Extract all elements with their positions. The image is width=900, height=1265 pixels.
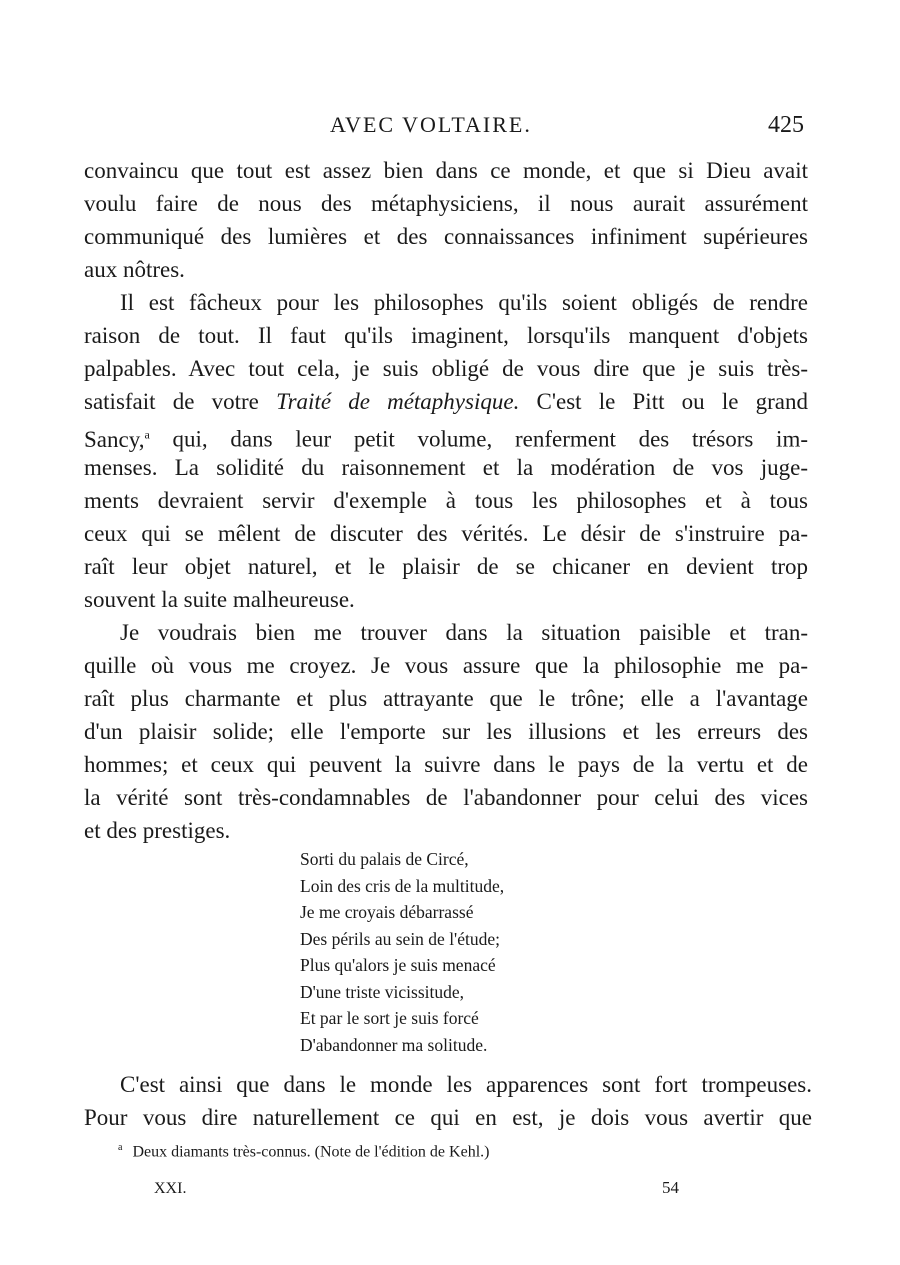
text-line: Pour vous dire naturellement ce qui en est, je dois vous avertir que xyxy=(84,1105,812,1130)
footnote xyxy=(118,1142,489,1161)
text-segment: qui, dans leur petit volume, renferment des trésors im- xyxy=(172,426,808,452)
running-head xyxy=(0,112,900,146)
text-line: raît plus charmante et plus attrayante que le trône; elle a l'avantage xyxy=(84,686,808,711)
footnote-reference: a xyxy=(144,427,150,441)
page-number: 425 xyxy=(768,112,804,138)
text-line: et des prestiges. xyxy=(84,818,231,843)
text-line: Il est fâcheux pour les philosophes qu'ils soient obligés de rendre xyxy=(120,290,808,315)
text-line: menses. La solidité du raisonnement et la modération de vos juge- xyxy=(84,455,808,480)
body-text xyxy=(84,154,808,847)
text-line: aux nôtres. xyxy=(84,257,185,282)
text-line xyxy=(84,418,808,451)
text-segment: satisfait de votre xyxy=(84,389,259,414)
body-text-continued xyxy=(84,1068,812,1134)
verse-line: Des périls au sein de l'étude; xyxy=(300,928,500,949)
text-line: ceux qui se mêlent de discuter des vérités. Le désir de s'instruire pa- xyxy=(84,521,808,546)
verse-line: Et par le sort je suis forcé xyxy=(300,1008,479,1028)
text-line: d'un plaisir solide; elle l'emporte sur les illusions et les erreurs des xyxy=(84,719,808,744)
text-line: raison de tout. Il faut qu'ils imaginent, lorsqu'ils manquent d'objets xyxy=(84,323,808,348)
text-segment: C'est le Pitt ou le grand xyxy=(536,389,809,414)
text-line: Je voudrais bien me trouver dans la situation paisible et tran- xyxy=(120,620,808,645)
text-line: raît leur objet naturel, et le plaisir de se chicaner en devient trop xyxy=(84,554,808,579)
text-line: ments devraient servir d'exemple à tous les philosophes et à tous xyxy=(84,488,808,513)
verse-line: Sorti du palais de Circé, xyxy=(300,849,469,869)
printer-signature: XXI. xyxy=(154,1180,187,1197)
text-line: hommes; et ceux qui peuvent la suivre dans le pays de la vertu et de xyxy=(84,752,808,777)
verse-stanza xyxy=(300,846,600,1058)
verse-line: Plus qu'alors je suis menacé xyxy=(300,955,496,975)
text-line xyxy=(84,385,808,418)
text-line: communiqué des lumières et des connaissances infiniment supérieures xyxy=(84,224,808,249)
running-title: AVEC VOLTAIRE. xyxy=(330,112,532,137)
text-segment: Sancy, xyxy=(84,426,145,452)
text-line: souvent la suite malheureuse. xyxy=(84,587,355,612)
text-line: C'est ainsi que dans le monde les apparences sont fort trompeuses. xyxy=(120,1072,812,1097)
text-line: voulu faire de nous des métaphysiciens, il nous aurait assurément xyxy=(84,191,808,216)
text-line: quille où vous me croyez. Je vous assure que la philosophie me pa- xyxy=(84,653,808,678)
text-line: palpables. Avec tout cela, je suis obligé de vous dire que je suis très- xyxy=(84,356,808,381)
text-segment xyxy=(84,427,150,452)
footnote-text: Deux diamants très-connus. (Note de l'édition de Kehl.) xyxy=(132,1143,490,1161)
sheet-number: 54 xyxy=(662,1178,679,1197)
text-line: la vérité sont très-condamnables de l'abandonner pour celui des vices xyxy=(84,785,808,810)
verse-line: D'abandonner ma solitude. xyxy=(300,1034,488,1055)
text-line: convaincu que tout est assez bien dans ce monde, et que si Dieu avait xyxy=(84,158,808,183)
verse-line: Je me croyais débarrassé xyxy=(300,902,474,922)
book-title: Traité de métaphysique. xyxy=(276,389,520,414)
verse-line: D'une triste vicissitude, xyxy=(300,981,465,1002)
footnote-mark: a xyxy=(118,1142,123,1153)
verse-line: Loin des cris de la multitude, xyxy=(300,875,505,896)
